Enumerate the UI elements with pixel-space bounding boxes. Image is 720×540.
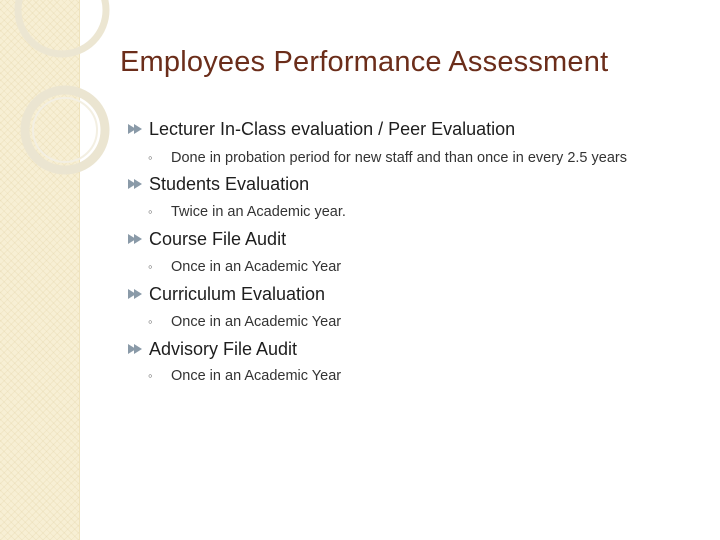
item-label: Curriculum Evaluation [149, 284, 326, 304]
arrow-bullet-icon [127, 232, 143, 246]
sub-item-label: Once in an Academic Year [171, 314, 342, 330]
item-label: Students Evaluation [149, 174, 310, 194]
arrow-bullet-icon [127, 177, 143, 191]
sub-bullet: ◦ [148, 368, 153, 383]
ring-decoration [0, 0, 140, 200]
sub-item-label: Once in an Academic Year [171, 368, 342, 384]
sub-item-label: Done in probation period for new staff and than once in every 2.5 years [171, 150, 627, 166]
arrow-bullet-icon [127, 342, 143, 356]
arrow-bullet-icon [127, 287, 143, 301]
sub-bullet: ◦ [148, 204, 153, 219]
sub-bullet: ◦ [148, 314, 153, 329]
sub-bullet: ◦ [148, 150, 153, 165]
item-label: Advisory File Audit [149, 339, 298, 359]
item-label: Lecturer In-Class evaluation / Peer Evaluation [149, 119, 516, 139]
sub-bullet: ◦ [148, 259, 153, 274]
item-label: Course File Audit [149, 229, 287, 249]
slide-title: Employees Performance Assessment [120, 46, 609, 78]
sub-item-label: Once in an Academic Year [171, 259, 342, 275]
sub-item-label: Twice in an Academic year. [171, 204, 346, 220]
arrow-bullet-icon [127, 122, 143, 136]
